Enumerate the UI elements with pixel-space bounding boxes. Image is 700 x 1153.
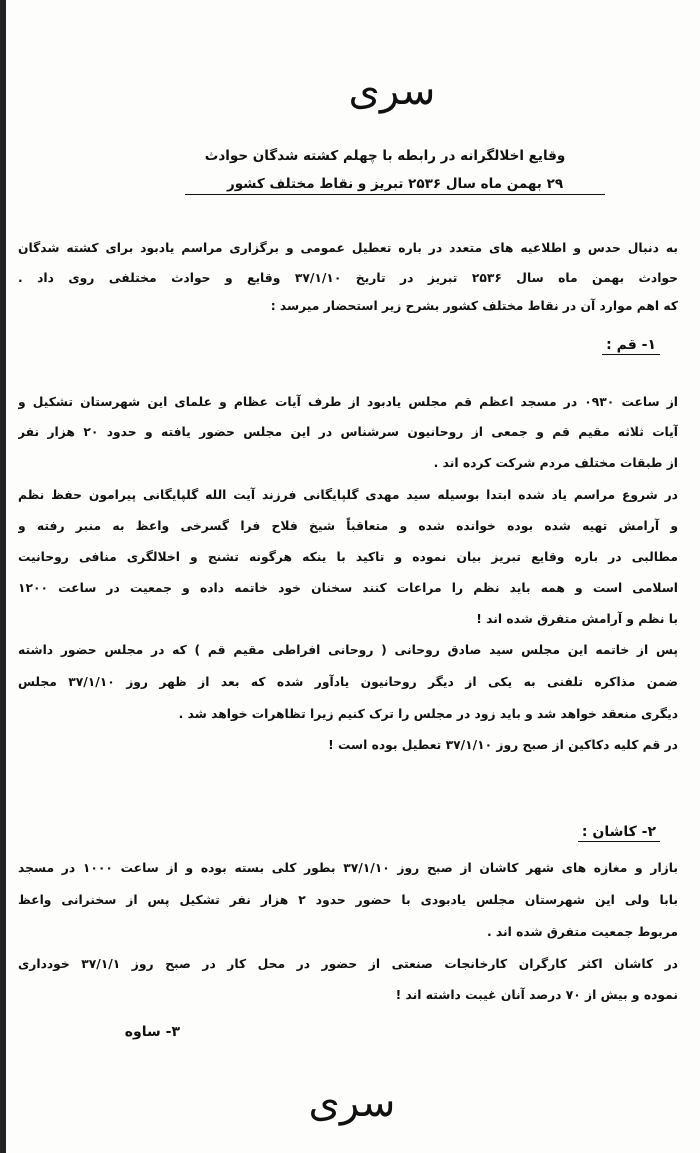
section-qom-para2-line: در شروع مراسم یاد شده ابتدا بوسیله سید مهدی گلپایگانی فرزند آیت الله گلپایگانی پیرامون حفظ نظم bbox=[18, 488, 678, 502]
section-heading-kashan bbox=[578, 824, 660, 840]
document-title-line-2: ۲۹ بهمن ماه سال ۲۵۳۶ تبریز و نقاط مختلف کشور bbox=[185, 176, 605, 195]
section-qom-line: آیات ثلاثه مقیم قم و جمعی از روحانیون سرشناس در این مجلس حضور یافته و حدود ۲۰ هزار نفر bbox=[18, 425, 678, 439]
intro-line: به دنبال حدس و اطلاعیه های متعدد در باره تعطیل عمومی و برگزاری مراسم یادبود برای کشته شدگان bbox=[18, 241, 678, 255]
classification-mark-top: سری bbox=[348, 68, 436, 114]
section-heading-label: ۱- قم : bbox=[602, 337, 660, 355]
section-qom-note: در قم کلیه دکاکین از صبح روز ۳۷/۱/۱۰ تعطیل بوده است ! bbox=[328, 738, 678, 752]
section-qom-para3-line: پس از خاتمه این مجلس سید صادق روحانی ( روحانی افراطی مقیم قم ) که در مجلس حضور داشته bbox=[18, 643, 678, 657]
section-kashan-line: مربوط جمعیت متفرق شده اند . bbox=[486, 925, 678, 939]
section-qom-line: از طبقات مختلف مردم شرکت کرده اند . bbox=[433, 456, 678, 470]
section-heading-qom bbox=[602, 337, 660, 353]
section-heading-label: ۲- کاشان : bbox=[578, 824, 660, 842]
section-qom-para2-line: اسلامی است و همه باید نظم را مراعات کنند سخنان خود خاتمه داده و جمعیت در ساعت ۱۲۰۰ bbox=[18, 581, 678, 595]
classification-mark-bottom: سری bbox=[308, 1080, 396, 1126]
document-title-line-1: وقایع اخلالگرانه در رابطه با چهلم کشته شدگان حوادث bbox=[204, 148, 566, 164]
section-qom-para3-line: دیگری منعقد خواهد شد و باید زود در مجلس را ترک کنیم زیرا تظاهرات خواهد شد . bbox=[178, 707, 678, 721]
intro-line: حوادث بهمن ماه سال ۲۵۳۶ تبریز در تاریخ ۳۷/۱/۱۰ وقایع و حوادث مختلفی روی داد . bbox=[18, 271, 678, 285]
section-qom-para2-line: مطالبی در باره وقایع تبریز بیان نموده و تاکید با ینکه هرگونه تشنج و اخلالگری منافی روحانیت bbox=[18, 550, 678, 564]
section-qom-para2-line: و آرامش تهیه شده بوده خوانده شده و متعاقباً شیخ فلاح فرا گسرخی واعظ به منبر رفته و bbox=[18, 519, 678, 533]
page-edge-shadow bbox=[0, 0, 6, 1153]
intro-line: که اهم موارد آن در نقاط مختلف کشور بشرح زیر استحضار میرسد : bbox=[270, 299, 678, 313]
section-kashan-para2-line: در کاشان اکثر کارگران کارخانجات صنعتی از حضور در محل کار در صبح روز ۳۷/۱/۱ خودداری bbox=[18, 957, 678, 971]
section-qom-para2-line: با نظم و آرامش متفرق شده اند ! bbox=[476, 612, 678, 626]
section-qom-para3-line: ضمن مذاکره تلفنی به یکی از دیگر روحانیون یادآور شده که بعد از ظهر روز ۳۷/۱/۱۰ مجلس bbox=[18, 675, 678, 689]
section-kashan-line: بازار و مغازه های شهر کاشان از صبح روز ۳۷/۱/۱۰ بطور کلی بسته بوده و از ساعت ۱۰۰۰ در مسجد bbox=[18, 861, 678, 875]
section-kashan-line: بابا ولی این شهرستان مجلس یادبودی با حضور حدود ۲ هزار نفر تشکیل پس از سخنرانی واعظ bbox=[18, 893, 678, 907]
section-heading-saveh: ۳- ساوه bbox=[124, 1024, 180, 1040]
section-qom-line: از ساعت ۰۹۳۰ در مسجد اعظم قم مجلس یادبود از طرف آیات عظام و علمای این شهرستان تشکیل و bbox=[18, 395, 678, 409]
section-kashan-para2-line: نموده و بیش از ۷۰ درصد آنان غیبت داشته اند ! bbox=[395, 988, 678, 1002]
